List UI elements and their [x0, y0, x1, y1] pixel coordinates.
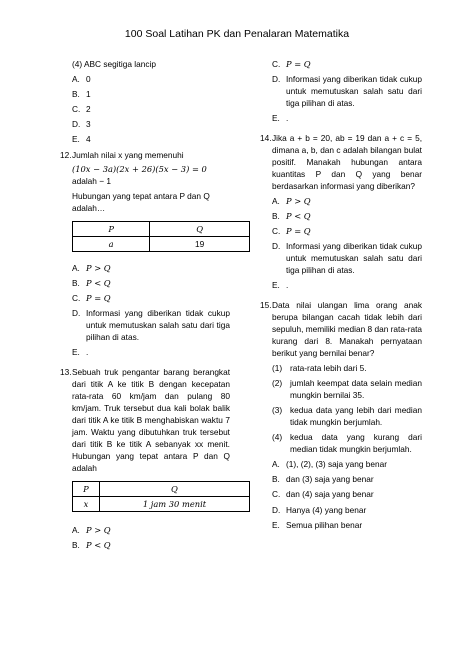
q14-options [250, 195, 422, 291]
question-15 [250, 299, 422, 359]
option-b: B. 1 [72, 89, 91, 100]
option-c: C. P = Q [72, 293, 111, 304]
option-e: E. . [272, 113, 289, 124]
option-d: D. Hanya (4) yang benar [272, 504, 367, 515]
table-header-q: Q [150, 222, 250, 237]
option-d: D. Informasi yang diberikan tidak cukup untuk memutuskan salah satu dari tiga pilihan di atas. [272, 74, 422, 109]
question-number: 14. [260, 133, 272, 144]
option-d: D. Informasi yang diberikan tidak cukup untuk memutuskan salah satu dari tiga pilihan di atas. [72, 308, 230, 343]
question-text: Jika a + b = 20, ab = 19 dan a + c = 5, dimana a, b, dan c adalah bilangan bulat positif. Manakah hubungan antara kuantitas P dan Q yang benar berdasarkan informasi yang diberikan? [272, 133, 422, 192]
option-c: C. dan (4) saja yang benar [272, 489, 374, 500]
table-header-p: P [73, 222, 150, 237]
option-e: E. Semua pilihan benar [272, 519, 363, 530]
question-13 [50, 366, 230, 474]
question-number: 12. [60, 150, 72, 161]
question-12 [50, 149, 230, 214]
table-header-q: Q [99, 482, 249, 497]
table-cell: x [73, 497, 100, 512]
option-e: E. . [72, 347, 89, 358]
statement-1: (1) rata-rata lebih dari 5. [272, 363, 367, 374]
comparison-table [72, 481, 250, 512]
equation: (10x − 3a)(2x + 26)(5x − 3) = 0 [72, 164, 207, 175]
question-text: Sebuah truk pengantar barang berangkat dari titik A ke titik B dengan kecepatan rata-rata 60 km/jam dan pulang 80 km/jam. Truk tersebut dua kali bolak balik dari titik A ke titik B menghabiskan waktu 7 jam. Waktu yang dibutuhkan truk tersebut dari titik B ke titik A sebanyak xx menit. Hubungan yang tepat antara P dan Q adalah [72, 367, 230, 474]
q15-statements [250, 362, 422, 455]
item-4-statement: (4) ABC segitiga lancip [72, 59, 156, 69]
statement-4: (4) kedua data yang kurang dari median tidak mungkin berjumlah. [272, 432, 422, 455]
option-a: A. (1), (2), (3) saja yang benar [272, 459, 387, 470]
option-a: A. P > Q [72, 263, 111, 274]
option-d: D. Informasi yang diberikan tidak cukup untuk memutuskan salah satu dari tiga pilihan di atas. [272, 241, 422, 276]
question-text: Jumlah nilai x yang memenuhi [72, 150, 184, 161]
question-text: adalah − 1 [72, 176, 111, 187]
option-b: B. dan (3) saja yang benar [272, 474, 374, 485]
option-a: A. P > Q [272, 196, 311, 207]
question-14 [250, 132, 422, 192]
option-c: C. P = Q [272, 226, 311, 237]
option-b: B. P < Q [72, 540, 111, 551]
question-number: 15. [260, 300, 272, 311]
q11-options [50, 73, 230, 145]
option-b: B. P < Q [272, 211, 311, 222]
option-e: E. . [272, 280, 289, 291]
option-c: C. P = Q [272, 59, 311, 69]
page-header: 100 Soal Latihan PK dan Penalaran Matematika [124, 28, 350, 40]
question-text: Data nilai ulangan lima orang anak berupa bilangan cacah tidak lebih dari sepuluh, memiliki median 8 dan rata-rata kurang dari 8. Manakah pernyataan berikut yang bernilai benar? [272, 300, 422, 359]
q12-options [50, 262, 230, 358]
table-cell: 1 jam 30 menit [99, 497, 249, 512]
option-b: B. P < Q [72, 278, 111, 289]
option-c: C. 2 [72, 104, 91, 115]
statement-3: (3) kedua data yang lebih dari median tidak mungkin berjumlah. [272, 405, 422, 428]
comparison-table [72, 221, 250, 252]
question-text: Hubungan yang tepat antara P dan Q adalah… [72, 191, 210, 214]
left-column [50, 58, 230, 551]
option-e: E. 4 [72, 134, 91, 145]
option-a: A. 0 [72, 74, 91, 85]
option-d: D. 3 [72, 119, 91, 130]
q13-options [50, 524, 230, 551]
statement-2: (2) jumlah keempat data selain median mungkin bernilai 35. [272, 378, 422, 401]
right-column [250, 58, 422, 531]
table-cell: 19 [150, 237, 250, 252]
table-header-p: P [73, 482, 100, 497]
q15-options [250, 458, 422, 530]
question-number: 13. [60, 367, 72, 378]
q13-options-continued [250, 58, 422, 124]
table-cell: a [73, 237, 150, 252]
option-a: A. P > Q [72, 525, 111, 536]
